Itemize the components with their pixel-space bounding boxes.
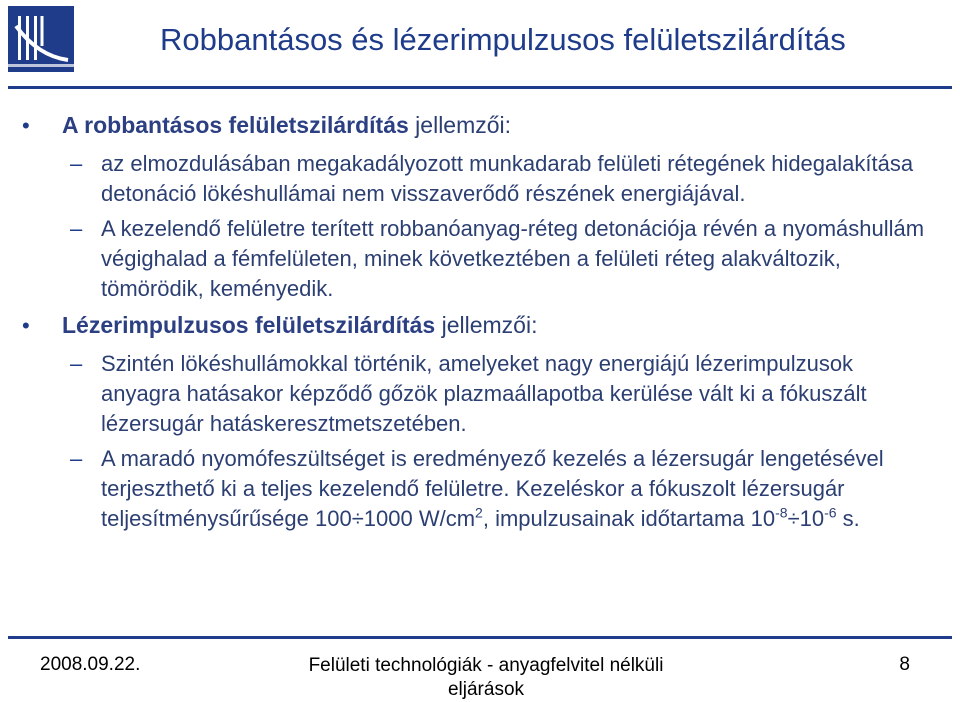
bullet-dot-icon: •: [22, 313, 30, 338]
page-title: Robbantásos és lézerimpulzusos felületszilárdítás: [160, 22, 846, 57]
sub-item: [0, 214, 960, 304]
sub-item: [0, 349, 960, 439]
bullet-laser-hardening: [0, 310, 960, 341]
sub-list: [0, 349, 960, 534]
text-part: s.: [836, 506, 860, 531]
sub-item-text: A kezelendő felületre terített robbanóanyag-réteg detonációja révén a nyomáshullám végighalad a fémfelületen, minek következtében a felületi réteg alakváltozik, tömörödik, keményedik.: [101, 216, 925, 301]
text-part: A maradó nyomófeszültséget is eredményező kezelés a lézersugár lengetésével terjeszthető ki a teljes kezelendő felületre. Kezeléskor a fókuszolt lézersugár teljesítménysűrűsége 100÷1000 W/cm: [101, 446, 884, 531]
header-divider: [8, 86, 952, 89]
sub-item-text: [101, 446, 884, 531]
bullet-heading: Lézerimpulzusos felületszilárdítás: [62, 312, 436, 338]
footer-date: 2008.09.22.: [40, 654, 141, 675]
superscript: -8: [775, 504, 788, 521]
footer-divider: [8, 636, 952, 639]
slide-content: [0, 110, 960, 540]
footer-title: Felületi technológiák - anyagfelvitel nélküli eljárások: [308, 655, 664, 700]
superscript: -6: [824, 504, 837, 521]
sub-item: [0, 444, 960, 534]
sub-item-text: Szintén lökéshullámokkal történik, amelyeket nagy energiájú lézerimpulzusok anyagra hatásakor képződő gőzök plazmaállapotba kerülése vált ki a fókuszált lézersugár hatáskeresztmetszetében.: [101, 351, 867, 436]
bullet-heading-suffix: jellemzői:: [408, 112, 512, 138]
dash-icon: –: [70, 216, 83, 241]
bullet-heading-suffix: jellemzői:: [435, 312, 538, 338]
bullet-heading: A robbantásos felületszilárdítás: [62, 112, 409, 138]
text-part: ÷10: [787, 506, 825, 531]
sub-item-text: az elmozdulásában megakadályozott munkadarab felületi rétegének hidegalakítása detonáció lökéshullámai nem visszaverődő részének energiájával.: [101, 151, 914, 206]
sub-item: [0, 149, 960, 209]
dash-icon: –: [70, 151, 83, 176]
bullet-dot-icon: •: [22, 113, 30, 138]
dash-icon: –: [70, 351, 83, 376]
sub-list: [0, 149, 960, 304]
text-part: , impulzusainak időtartama 10: [482, 506, 776, 531]
bullet-explosive-hardening: [0, 110, 960, 141]
superscript: 2: [475, 504, 483, 521]
dash-icon: –: [70, 446, 83, 471]
page-number: 8: [899, 654, 910, 675]
institution-logo-icon: [8, 6, 74, 72]
